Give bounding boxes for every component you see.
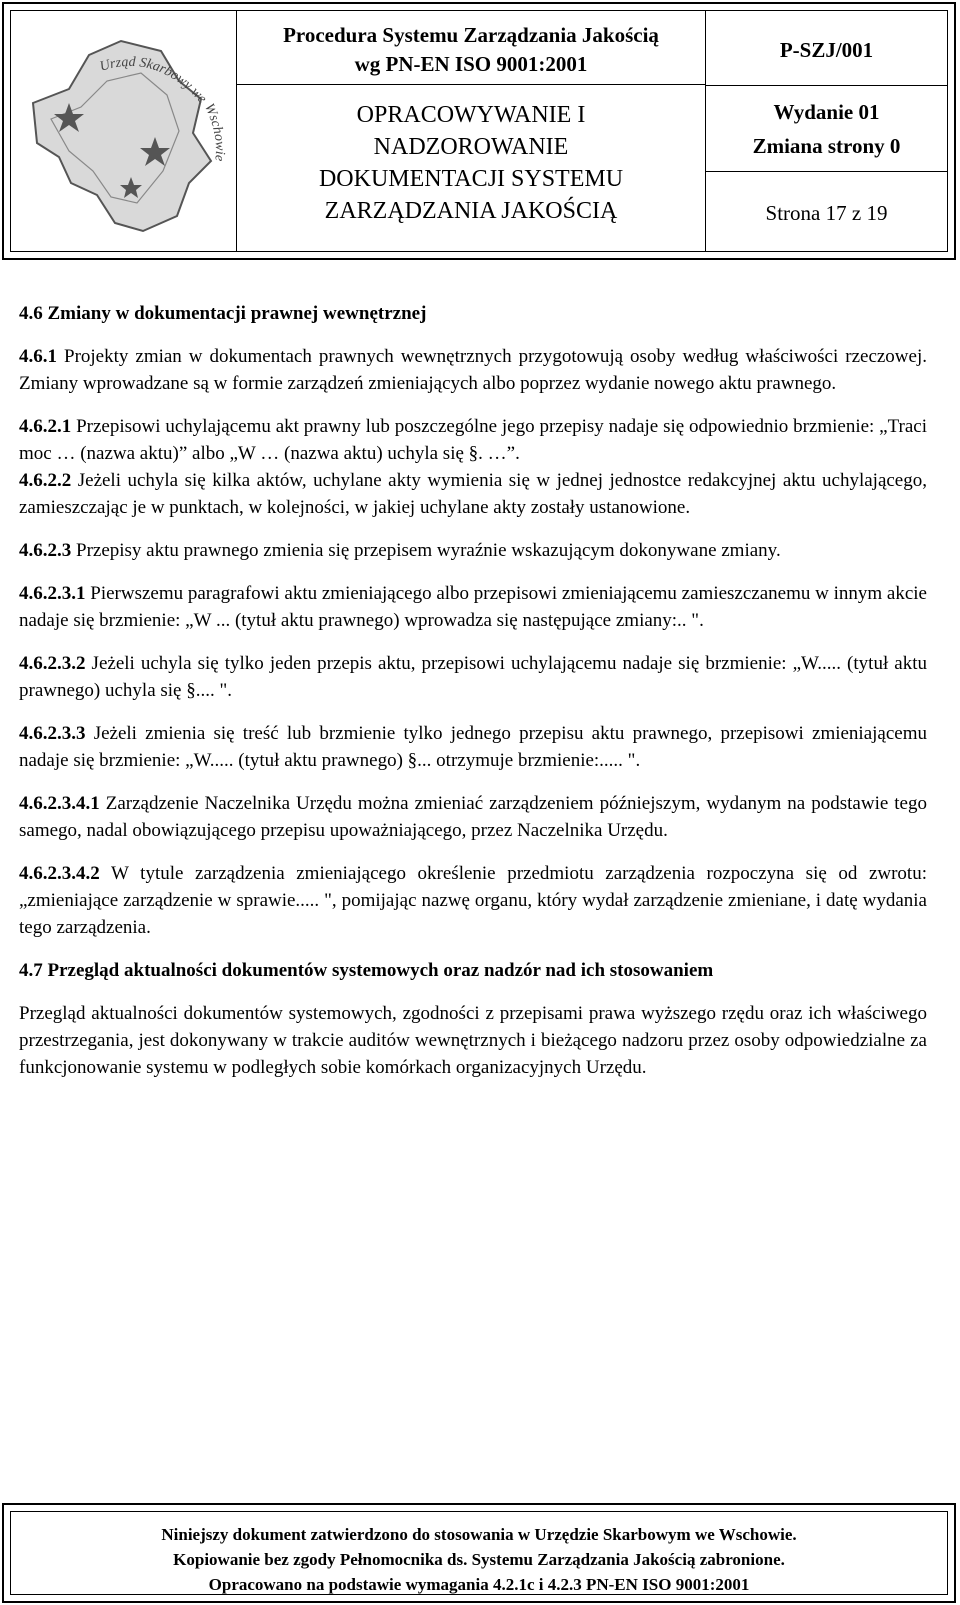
section-heading-4-7: 4.7 Przegląd aktualności dokumentów systemowych oraz nadzór nad ich stosowaniem (19, 960, 714, 981)
paragraph-4-7: Przegląd aktualności dokumentów systemowych, zgodności z przepisami prawa wyższego rzędu oraz ich właściwego przestrzegania, jest dokonywany w trakcie auditów wewnętrznych i bieżącego nadzoru przez osoby odpowiedzialne za funkcjonowanie systemu w podległych sobie komórkach organizacyjnych Urzędu. (19, 1003, 927, 1078)
paragraph-text: Pierwszemu paragrafowi aktu zmieniającego albo przepisowi zmieniającemu zamieszczanemu w innym akcie nadaje się brzmienie: „W ... (tytuł aktu prawnego) wprowadza się następujące zmiany:.. ". (19, 583, 927, 631)
procedure-title-line2: wg PN-EN ISO 9001:2001 (354, 52, 588, 76)
paragraph-text: Projekty zmian w dokumentach prawnych wewnętrznych przygotowują osoby według właściwości rzeczowej. Zmiany wprowadzane są w formie zarządzeń zmieniających albo poprzez wydanie nowego aktu prawnego. (19, 346, 927, 394)
paragraph-4-6-1 (19, 343, 927, 397)
document-footer (2, 1503, 956, 1603)
section-heading-4-6: 4.6 Zmiany w dokumentacji prawnej wewnętrznej (19, 303, 427, 324)
paragraph-number: 4.6.2.3.2 (19, 653, 86, 674)
header-inner-frame (10, 10, 948, 252)
paragraph-number: 4.6.2.1 (19, 416, 72, 437)
doc-info-cell (706, 11, 947, 251)
paragraph-4-6-2-1 (19, 413, 927, 467)
paragraph-text: Zarządzenie Naczelnika Urzędu można zmieniać zarządzeniem późniejszym, wydanym na podstawie tego samego, nadal obowiązującego przepisu upoważniającego, przez Naczelnika Urzędu. (19, 793, 927, 841)
footer-line-copy-restriction: Kopiowanie bez zgody Pełnomocnika ds. Systemu Zarządzania Jakością zabronione. (173, 1550, 785, 1569)
paragraph-number: 4.6.1 (19, 346, 57, 367)
paragraph-4-6-2-3-4-1 (19, 790, 927, 844)
page-number: Strona 17 z 19 (765, 201, 888, 225)
footer-line-basis: Opracowano na podstawie wymagania 4.2.1c i 4.2.3 PN-EN ISO 9001:2001 (208, 1575, 750, 1594)
document-title-line: DOKUMENTACJI SYSTEMU (318, 166, 624, 192)
paragraph-4-6-2-3-2 (19, 650, 927, 704)
paragraph-number: 4.6.2.3.4.2 (19, 863, 100, 884)
page-change-label: Zmiana strony 0 (752, 134, 901, 158)
paragraph-text: Jeżeli zmienia się treść lub brzmienie tylko jednego przepisu aktu prawnego, przepisowi zmieniającemu nadaje się brzmienie: „W..... (tytuł aktu prawnego) §... otrzymuje brzmienie:..... ". (19, 723, 927, 771)
footer-inner-frame (10, 1511, 948, 1595)
procedure-title (237, 15, 705, 85)
document-title-line: OPRACOWYWANIE I (356, 102, 586, 128)
paragraph-4-6-2-3-1 (19, 580, 927, 634)
paragraph-4-6-2-3 (19, 537, 927, 564)
paragraph-number: 4.6.2.2 (19, 470, 72, 491)
paragraph-text: Jeżeli uchyla się kilka aktów, uchylane akty wymienia się w jednej jednostce redakcyjnej aktu uchylającego, zamieszczając je w punktach, w kolejności, w jakiej uchylane akty zostały ustanowione. (19, 470, 927, 518)
paragraph-number: 4.6.2.3.1 (19, 583, 86, 604)
paragraph-text: Jeżeli uchyla się tylko jeden przepis aktu, przepisowi uchylającemu nadaje się brzmienie: „W..... (tytuł aktu prawnego) uchyla się §.... ". (19, 653, 927, 701)
paragraph-text: Przepisowi uchylającemu akt prawny lub poszczególne jego przepisy nadaje się odpowiednio brzmienie: „Traci moc … (nazwa aktu)” albo „W … (nazwa aktu) uchyla się §. …”. (19, 416, 927, 464)
logo-cell (11, 11, 237, 251)
office-logo-icon (11, 11, 235, 255)
paragraph-text: W tytule zarządzenia zmieniającego określenie przedmiotu zarządzenia rozpoczyna się od zwrotu: „zmieniające zarządzenie w sprawie..... ", pomijając nazwę organu, który wydał zarządzenie zmieniane, i datę wydania tego zarządzenia. (19, 863, 927, 938)
document-title-line: NADZOROWANIE (373, 134, 569, 160)
procedure-title-line1: Procedura Systemu Zarządzania Jakością (283, 23, 659, 47)
document-header (2, 2, 956, 260)
paragraph-4-6-2-3-4-2 (19, 860, 927, 941)
title-cell (237, 11, 706, 251)
document-title (237, 99, 705, 227)
edition-box (706, 87, 947, 172)
document-body (19, 300, 927, 1097)
footer-line-approval: Niniejszy dokument zatwierdzono do stosowania w Urzędzie Skarbowym we Wschowie. (161, 1525, 797, 1544)
document-title-line: ZARZĄDZANIA JAKOŚCIĄ (324, 198, 618, 224)
paragraph-4-6-2-3-3 (19, 720, 927, 774)
paragraph-number: 4.6.2.3.4.1 (19, 793, 100, 814)
edition-label: Wydanie 01 (773, 100, 880, 124)
paragraph-number: 4.6.2.3.3 (19, 723, 86, 744)
paragraph-4-6-2-2 (19, 467, 927, 521)
svg-text:Urząd Skarbowy we Wschowie: Urząd Skarbowy we Wschowie (98, 54, 228, 162)
paragraph-text: Przepisy aktu prawnego zmienia się przepisem wyraźnie wskazującym dokonywane zmiany. (71, 540, 781, 561)
document-code: P-SZJ/001 (706, 15, 947, 86)
paragraph-number: 4.6.2.3 (19, 540, 72, 561)
